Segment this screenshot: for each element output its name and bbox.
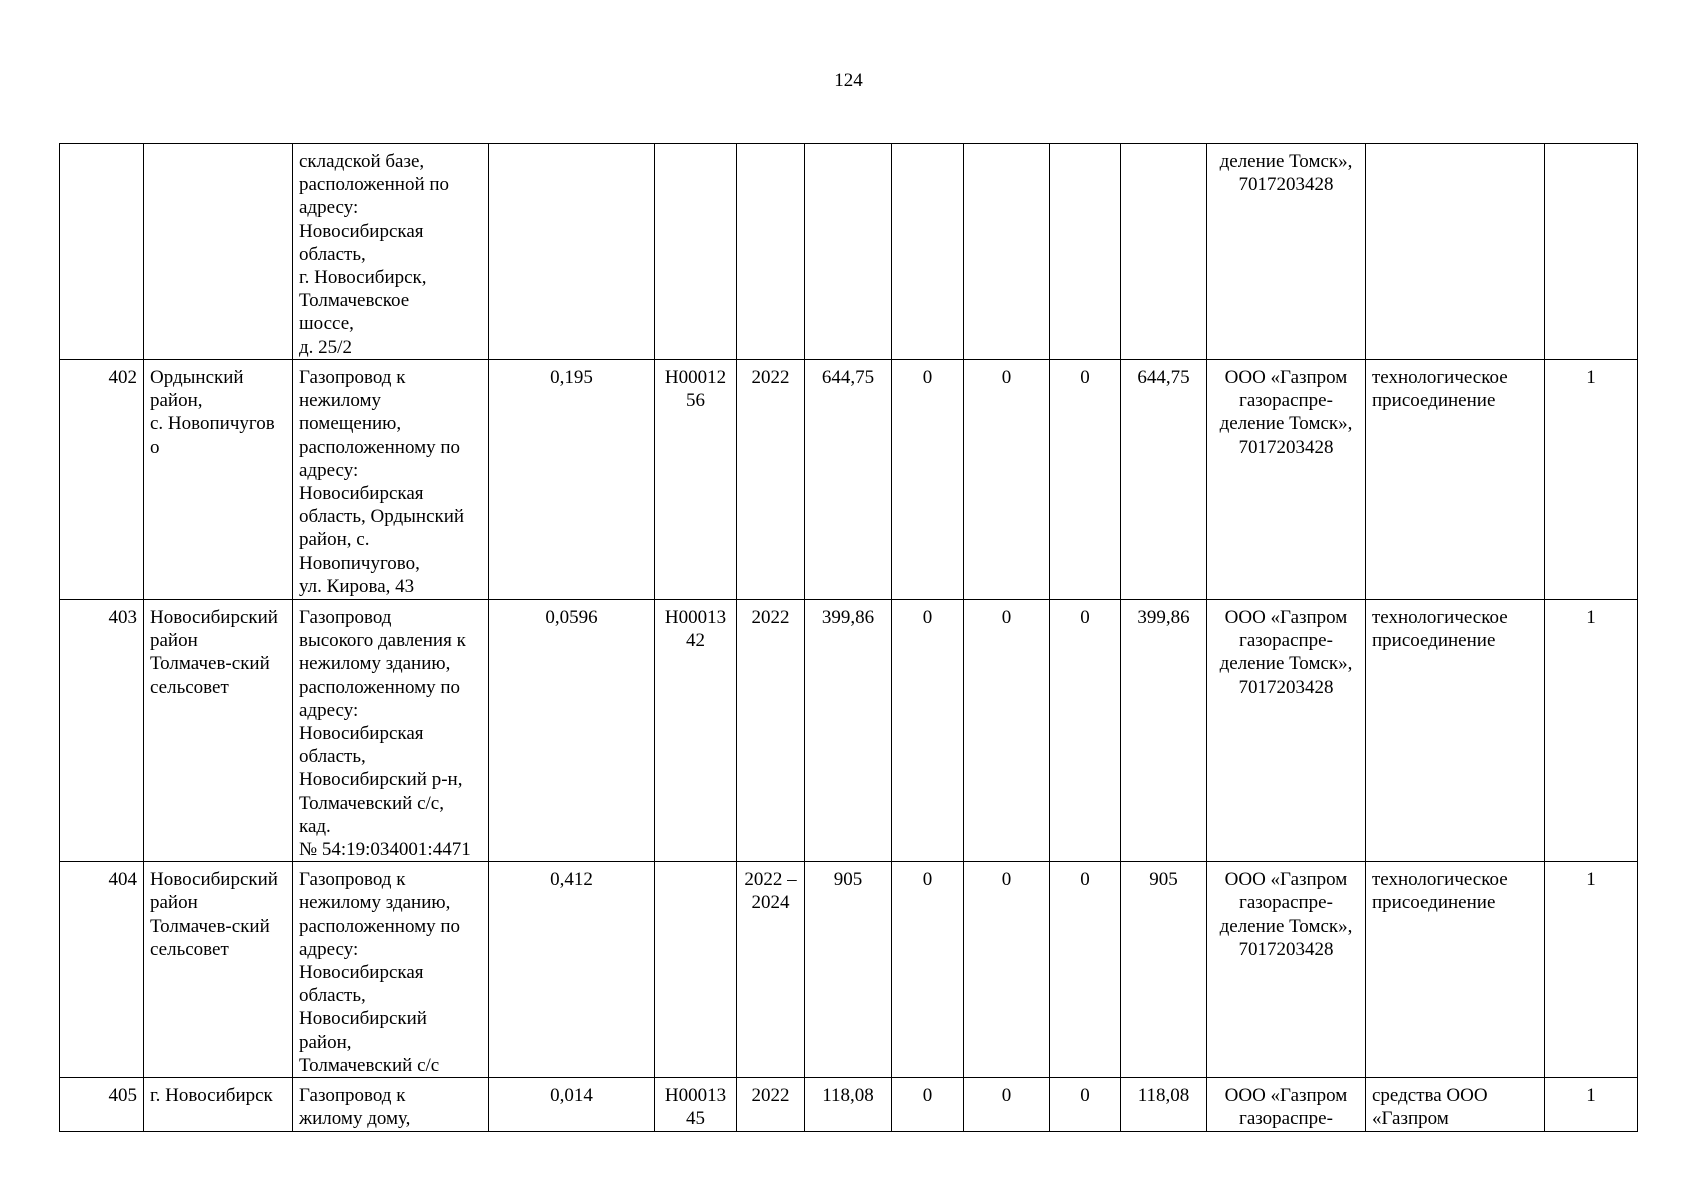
basis-cell bbox=[1366, 144, 1545, 360]
value-cell: 0 bbox=[1050, 862, 1121, 1078]
years-cell: 2022 bbox=[737, 600, 805, 862]
basis-cell: технологическое присоединение bbox=[1366, 862, 1545, 1078]
basis-cell: технологическое присоединение bbox=[1366, 600, 1545, 862]
total-cell: 644,75 bbox=[805, 360, 892, 600]
value-cell: 0 bbox=[892, 1078, 964, 1131]
organization-cell: ООО «Газпром газораспре- деление Томск», 7017203428 bbox=[1207, 862, 1366, 1078]
years-cell: 2022 – 2024 bbox=[737, 862, 805, 1078]
value-cell: 905 bbox=[1121, 862, 1207, 1078]
count-cell: 1 bbox=[1545, 1078, 1638, 1131]
value-cell: 0 bbox=[964, 600, 1050, 862]
organization-cell: ООО «Газпром газораспре- bbox=[1207, 1078, 1366, 1131]
code-cell bbox=[655, 144, 737, 360]
years-cell: 2022 bbox=[737, 360, 805, 600]
basis-cell: технологическое присоединение bbox=[1366, 360, 1545, 600]
value-cell: 0 bbox=[964, 1078, 1050, 1131]
table-row bbox=[60, 862, 1638, 1078]
row-number: 404 bbox=[60, 862, 144, 1078]
value-cell: 0 bbox=[892, 600, 964, 862]
organization-cell: ООО «Газпром газораспре- деление Томск», 7017203428 bbox=[1207, 600, 1366, 862]
page-number: 124 bbox=[834, 70, 863, 91]
table-row bbox=[60, 600, 1638, 862]
investment-table bbox=[59, 143, 1638, 1132]
value-cell: 644,75 bbox=[1121, 360, 1207, 600]
object-cell: Газопровод к жилому дому, bbox=[293, 1078, 489, 1131]
value-cell: 0 bbox=[1050, 360, 1121, 600]
code-cell bbox=[655, 862, 737, 1078]
value-cell: 0 bbox=[1050, 1078, 1121, 1131]
value-cell: 399,86 bbox=[1121, 600, 1207, 862]
code-cell: Н00013 42 bbox=[655, 600, 737, 862]
code-cell: Н00012 56 bbox=[655, 360, 737, 600]
area-cell: Ордынский район, с. Новопичугов о bbox=[144, 360, 293, 600]
value-cell bbox=[1050, 144, 1121, 360]
code-cell: Н00013 45 bbox=[655, 1078, 737, 1131]
count-cell: 1 bbox=[1545, 600, 1638, 862]
area-cell: г. Новосибирск bbox=[144, 1078, 293, 1131]
length-cell bbox=[489, 144, 655, 360]
table-row bbox=[60, 1078, 1638, 1131]
organization-cell: ООО «Газпром газораспре- деление Томск», 7017203428 bbox=[1207, 360, 1366, 600]
years-cell: 2022 bbox=[737, 1078, 805, 1131]
row-number: 403 bbox=[60, 600, 144, 862]
length-cell: 0,412 bbox=[489, 862, 655, 1078]
count-cell: 1 bbox=[1545, 862, 1638, 1078]
value-cell: 0 bbox=[892, 360, 964, 600]
table-row bbox=[60, 360, 1638, 600]
value-cell: 118,08 bbox=[1121, 1078, 1207, 1131]
organization-cell: деление Томск», 7017203428 bbox=[1207, 144, 1366, 360]
value-cell: 0 bbox=[964, 360, 1050, 600]
value-cell: 0 bbox=[1050, 600, 1121, 862]
length-cell: 0,195 bbox=[489, 360, 655, 600]
object-cell: складской базе, расположенной по адресу: Новосибирская область, г. Новосибирск, Толмачевское шоссе, д. 25/2 bbox=[293, 144, 489, 360]
row-number: 405 bbox=[60, 1078, 144, 1131]
basis-cell: средства ООО «Газпром bbox=[1366, 1078, 1545, 1131]
total-cell: 118,08 bbox=[805, 1078, 892, 1131]
object-cell: Газопровод к нежилому зданию, расположенному по адресу: Новосибирская область, Новосибирский район, Толмачевский с/с bbox=[293, 862, 489, 1078]
value-cell bbox=[892, 144, 964, 360]
years-cell bbox=[737, 144, 805, 360]
object-cell: Газопровод высокого давления к нежилому зданию, расположенному по адресу: Новосибирская область, Новосибирский р-н, Толмачевский с/с, кад. № 54:19:034001:4471 bbox=[293, 600, 489, 862]
total-cell bbox=[805, 144, 892, 360]
row-number: 402 bbox=[60, 360, 144, 600]
area-cell: Новосибирский район Толмачев-ский сельсовет bbox=[144, 862, 293, 1078]
value-cell bbox=[964, 144, 1050, 360]
area-cell: Новосибирский район Толмачев-ский сельсовет bbox=[144, 600, 293, 862]
object-cell: Газопровод к нежилому помещению, расположенному по адресу: Новосибирская область, Ордынский район, с. Новопичугово, ул. Кирова, 43 bbox=[293, 360, 489, 600]
value-cell: 0 bbox=[964, 862, 1050, 1078]
area-cell bbox=[144, 144, 293, 360]
value-cell: 0 bbox=[892, 862, 964, 1078]
total-cell: 399,86 bbox=[805, 600, 892, 862]
count-cell: 1 bbox=[1545, 360, 1638, 600]
length-cell: 0,0596 bbox=[489, 600, 655, 862]
total-cell: 905 bbox=[805, 862, 892, 1078]
count-cell bbox=[1545, 144, 1638, 360]
value-cell bbox=[1121, 144, 1207, 360]
table-row bbox=[60, 144, 1638, 360]
length-cell: 0,014 bbox=[489, 1078, 655, 1131]
row-number bbox=[60, 144, 144, 360]
